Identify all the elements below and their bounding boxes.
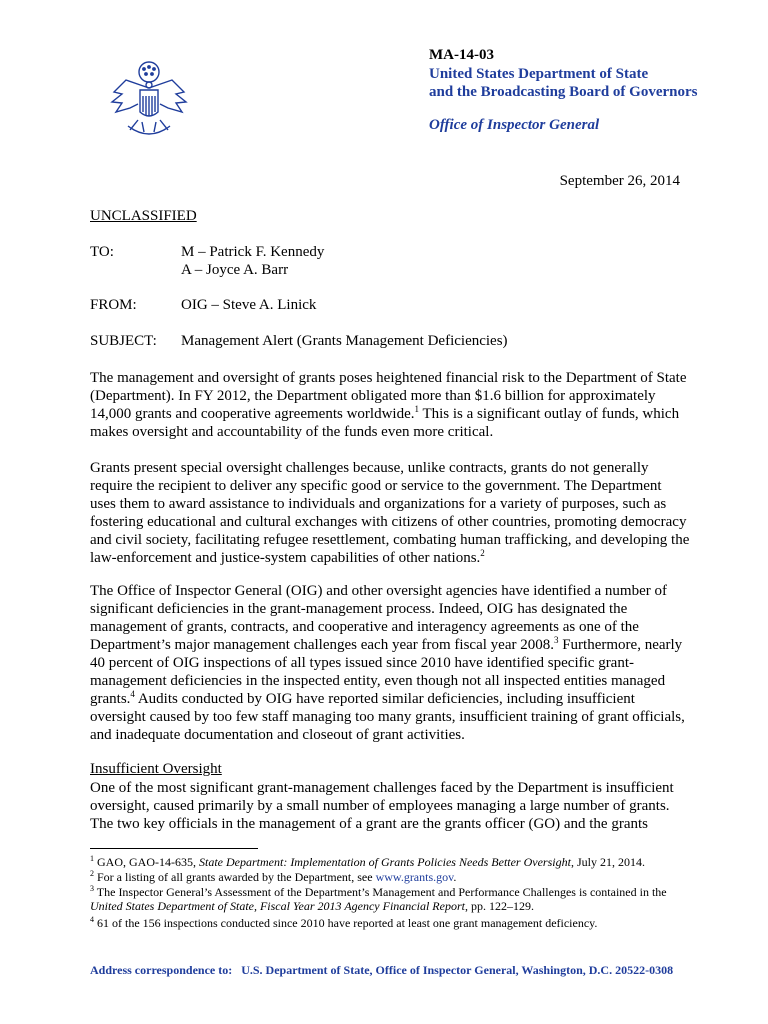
paragraph-2: Grants present special oversight challenges because, unlike contracts, grants do not generally require the recipient to deliver any specific good or service to the government. The Department uses them to award assistance to individuals and organizations for a variety of purposes, such as fostering educational and cultural exchanges with citizens of other countries, promoting democracy and civil society, facilitating refugee resettlement, combating human trafficking, and developing the law-enforcement and justice-system capabilities of other nations.$^2$ [90, 460, 690, 566]
to-label: TO: [90, 244, 114, 260]
from-label: FROM: [90, 297, 137, 313]
footnote-divider [90, 848, 258, 849]
footnote-ref-1: 1 [414, 404, 419, 414]
paragraph-1: The management and oversight of grants poses heightened financial risk to the Department of State (Department). In FY 2012, the Department obligated more than $1.6 billion for approximately 14,000 grants and cooperative agreements worldwide.$^1$ This is a significant outlay of funds, which makes oversight and accountability of the funds even more critical. [90, 370, 687, 440]
from-sender: OIG – Steve A. Linick [181, 297, 317, 313]
address-footer [90, 963, 673, 978]
footnote-ref-3: 3 [553, 635, 559, 645]
subject-text: Management Alert (Grants Management Deficiencies) [181, 333, 508, 349]
subject-label: SUBJECT: [90, 333, 157, 349]
to-recipient-1: M – Patrick F. Kennedy [181, 244, 325, 260]
section-title: Insufficient Oversight [90, 761, 222, 777]
footnote-4: $^4$ 61 of the 156 inspections conducted since 2010 have reported at least one grant management deficiency. [90, 915, 598, 930]
memo-number: MA-14-03 [429, 47, 494, 63]
to-recipient-2: A – Joyce A. Barr [181, 262, 289, 278]
footnote-ref-4: 4 [130, 689, 135, 699]
footnote-2: $^2$ For a listing of all grants awarded by the Department, see www.grants.gov. [90, 869, 457, 884]
great-seal-icon [108, 58, 190, 148]
footnote-ref-2: 2 [480, 548, 485, 558]
grants-gov-link[interactable]: www.grants.gov [375, 870, 454, 884]
footer-label: Address correspondence to: [90, 963, 233, 977]
paragraph-3: The Office of Inspector General (OIG) and other oversight agencies have identified a number of significant deficiencies in the grant-management process. Indeed, OIG has designated the management of grants, contracts, and cooperative and interagency agreements as one of the Department’s major management challenges each year from fiscal year 2008.$^3$ Furthermore, nearly 40 percent of OIG inspections of all types issued since 2010 have identified specific grant-management deficiencies in the inspected entity, even though not all inspected entities managed grants.$^4$ Audits conducted by OIG have reported similar deficiencies, including insufficient oversight caused by too few staff managing too many grants, insufficient training of grant officials, and inadequate documentation and closeout of grant activities. [90, 583, 685, 743]
footnote-3: $^3$ The Inspector General’s Assessment of the Department’s Management and Performance Challenges is contained in the United States Department of State, Fiscal Year 2013 Agency Financial Report, pp. 122–129. [90, 884, 667, 913]
classification-label: UNCLASSIFIED [90, 208, 197, 224]
paragraph-4: One of the most significant grant-management challenges faced by the Department is insufficient oversight, caused primarily by a small number of employees managing a large number of grants. The two key officials in the management of a grant are the grants officer (GO) and the grants [90, 780, 674, 832]
department-line-1: United States Department of State [429, 66, 649, 82]
footnote-1: $^1$ GAO, GAO-14-635, State Department: Implementation of Grants Policies Needs Better Oversight, July 21, 2014. [90, 854, 645, 869]
department-line-2: and the Broadcasting Board of Governors [429, 84, 698, 100]
footer-address: U.S. Department of State, Office of Inspector General, Washington, D.C. 20522-0308 [241, 963, 674, 977]
memo-date: September 26, 2014 [559, 173, 680, 189]
office-name: Office of Inspector General [429, 117, 600, 133]
